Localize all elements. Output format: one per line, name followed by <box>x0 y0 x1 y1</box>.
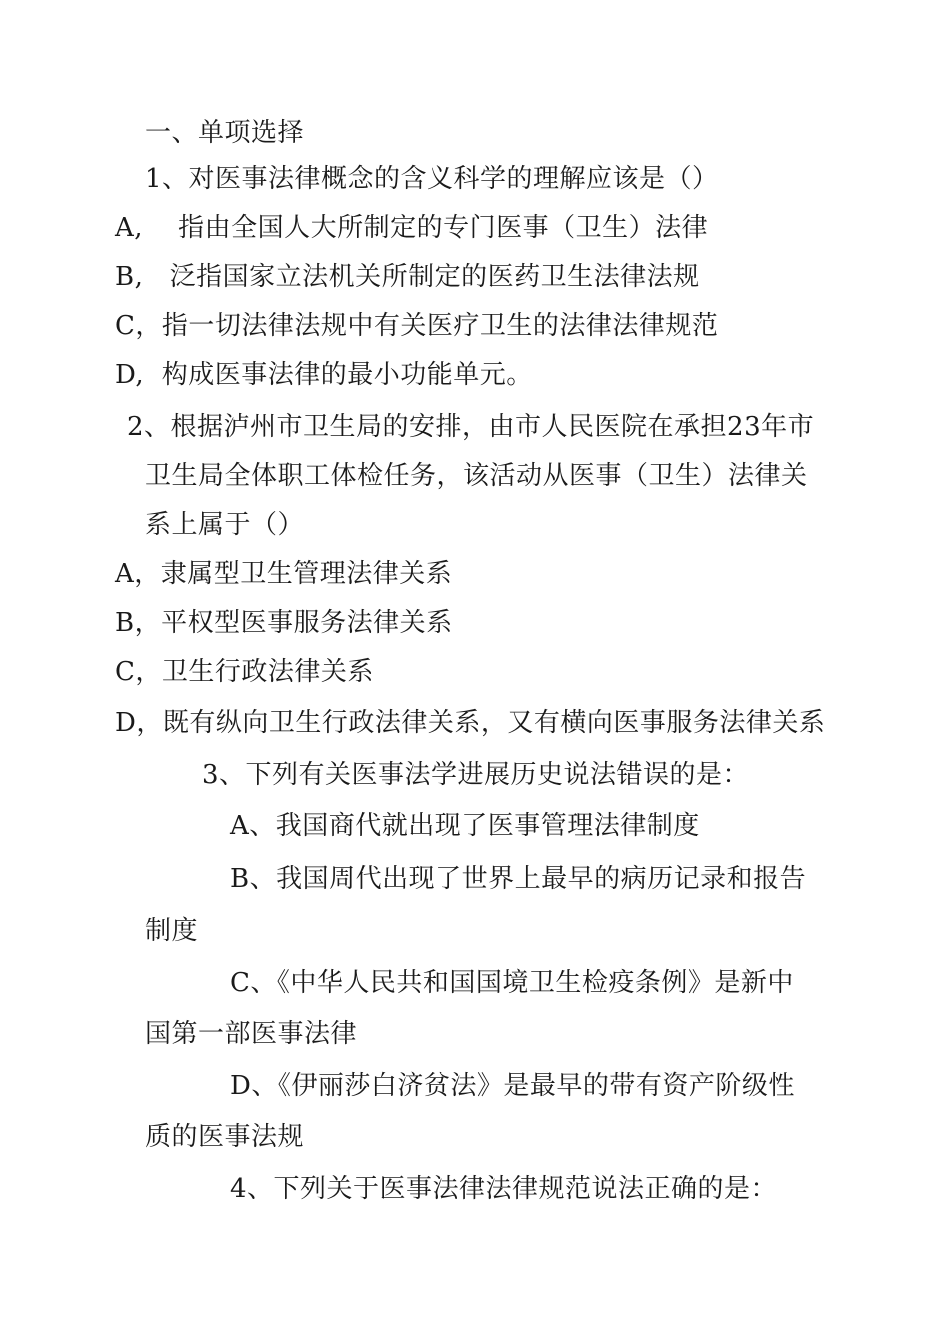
question-1-stem: 1、对医事法律概念的含义科学的理解应该是（） <box>145 164 719 194</box>
question-3-option-a: A、我国商代就出现了医事管理法律制度 <box>230 811 700 841</box>
question-3-option-b-line-2: 制度 <box>145 916 199 946</box>
question-1-option-a: A, 指由全国人大所制定的专门医事（卫生）法律 <box>115 213 709 243</box>
question-3-option-c-line-1: C、《中华人民共和国国境卫生检疫条例》是新中 <box>230 968 794 998</box>
question-2-option-b: B，平权型医事服务法律关系 <box>115 608 453 638</box>
question-3-option-d-line-1: D、《伊丽莎白济贫法》是最早的带有资产阶级性 <box>230 1071 795 1101</box>
question-2-stem-line-2: 卫生局全体职工体检任务，该活动从医事（卫生）法律关 <box>145 461 808 491</box>
question-3-option-c-line-2: 国第一部医事法律 <box>145 1019 358 1049</box>
question-2-option-c: C，卫生行政法律关系 <box>115 657 374 687</box>
question-3-option-b-line-1: B、我国周代出现了世界上最早的病历记录和报告 <box>230 864 807 894</box>
question-2-option-d: D，既有纵向卫生行政法律关系，又有横向医事服务法律关系 <box>115 708 826 738</box>
question-3-stem: 3、下列有关医事法学进展历史说法错误的是： <box>202 760 750 790</box>
question-4-stem: 4、下列关于医事法律法律规范说法正确的是： <box>230 1174 778 1204</box>
section-heading: 一、单项选择 <box>145 118 305 148</box>
question-1-option-b: B, 泛指国家立法机关所制定的医药卫生法律法规 <box>115 262 700 292</box>
question-1-option-c: C，指一切法律法规中有关医疗卫生的法律法律规范 <box>115 311 719 341</box>
question-3-option-d-line-2: 质的医事法规 <box>145 1122 305 1152</box>
question-1-option-d: D, 构成医事法律的最小功能单元。 <box>115 360 533 390</box>
question-2-option-a: A，隶属型卫生管理法律关系 <box>115 559 453 589</box>
question-2-stem-line-3: 系上属于（） <box>145 510 305 540</box>
question-2-stem-line-1: 2、根据泸州市卫生局的安排，由市人民医院在承担23年市 <box>127 412 815 442</box>
